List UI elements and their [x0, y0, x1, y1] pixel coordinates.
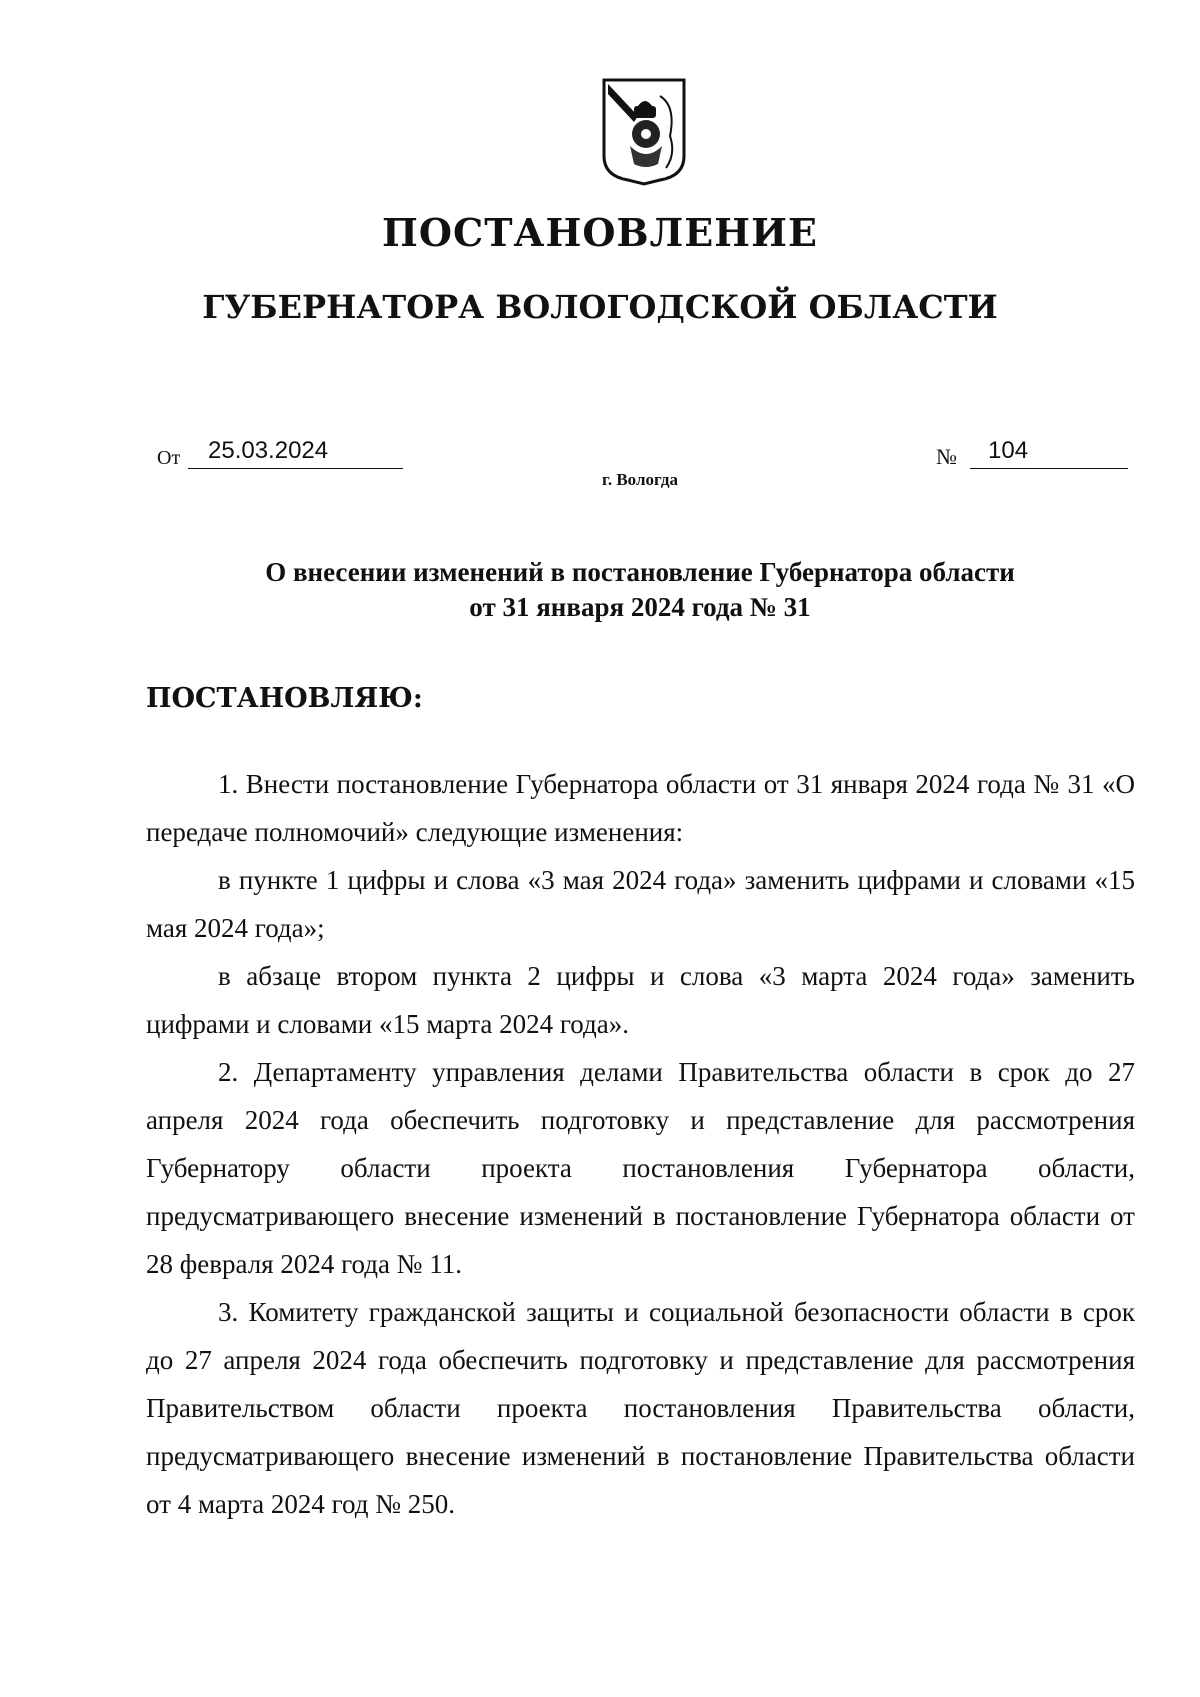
- document-date: 25.03.2024: [188, 437, 403, 469]
- subject-line-1: О внесении изменений в постановление Губернатора области: [265, 557, 1015, 587]
- number-label: №: [936, 444, 957, 469]
- paragraph-1: 1. Внести постановление Губернатора области от 31 января 2024 года № 31 «О передаче полномочий» следующие изменения:: [146, 769, 1135, 847]
- paragraph-2: 2. Департаменту управления делами Правительства области в срок до 27 апреля 2024 года обеспечить подготовку и представление для рассмотрения Губернатору области проекта постановления Губернатора области, предусматривающего внесение изменений в постановление Губернатора области от 28 февраля 2024 года № 11.: [146, 1057, 1135, 1279]
- subject-line-2: от 31 января 2024 года № 31: [469, 592, 811, 622]
- city: г. Вологда: [602, 470, 678, 489]
- document-issuer: ГУБЕРНАТОРА ВОЛОГОДСКОЙ ОБЛАСТИ: [202, 288, 998, 326]
- date-label: От: [157, 447, 181, 469]
- paragraph-1a: в пункте 1 цифры и слова «3 мая 2024 года» заменить цифрами и словами «15 мая 2024 года»;: [146, 865, 1135, 943]
- resolve-heading: ПОСТАНОВЛЯЮ:: [146, 683, 423, 714]
- paragraph-1b: в абзаце втором пункта 2 цифры и слова «3 марта 2024 года» заменить цифрами и словами «15 марта 2024 года».: [146, 961, 1135, 1039]
- document-number: 104: [970, 437, 1128, 469]
- document-subject: [0, 555, 1200, 625]
- coat-of-arms-icon: [600, 76, 688, 186]
- document-title: ПОСТАНОВЛЕНИЕ: [382, 210, 818, 255]
- paragraph-3: 3. Комитету гражданской защиты и социальной безопасности области в срок до 27 апреля 2024 года обеспечить подготовку и представление для рассмотрения Правительством области проекта постановления Правительства области, предусматривающего внесение изменений в постановление Правительства области от 4 марта 2024 год № 250.: [146, 1297, 1135, 1519]
- document-body: [146, 760, 1135, 1528]
